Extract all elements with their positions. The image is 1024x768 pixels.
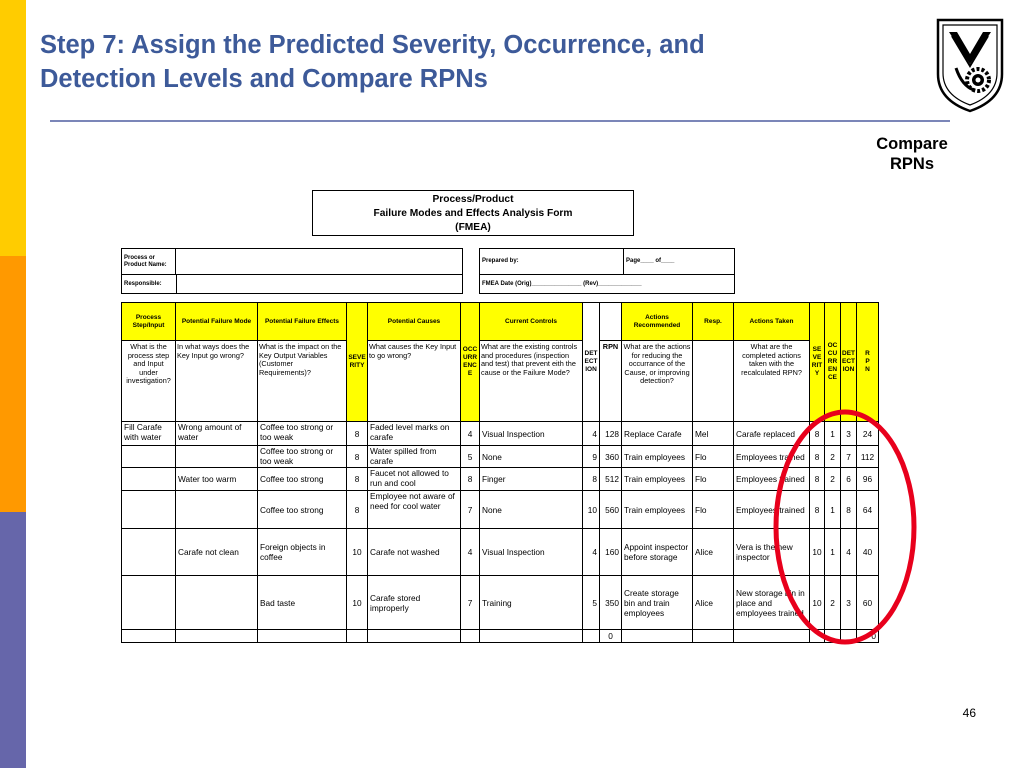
table-row (122, 630, 879, 643)
col-header-occurrence-2: OCCURRENCE (825, 303, 841, 422)
callout-line2: RPNs (889, 155, 934, 173)
cell-detection-2: 3 (841, 576, 857, 630)
cell-detection-2: 7 (841, 446, 857, 468)
cell-detection-2: 8 (841, 491, 857, 529)
cell-controls (480, 630, 583, 643)
cell-step (122, 576, 176, 630)
cell-severity-2: 8 (810, 491, 825, 529)
cell-controls: None (480, 446, 583, 468)
cell-detection: 9 (583, 446, 600, 468)
col-desc-resp (693, 341, 734, 422)
sidebar-band-purple (0, 512, 26, 768)
col-header-causes: Potential Causes (368, 303, 461, 341)
cell-resp: Alice (693, 529, 734, 576)
cell-taken: Vera is the new inspector (734, 529, 810, 576)
cell-step (122, 468, 176, 491)
cell-severity: 10 (347, 576, 368, 630)
form-title-line2: Failure Modes and Effects Analysis Form (373, 208, 573, 219)
cell-detection-2: 4 (841, 529, 857, 576)
callout-line1: Compare (876, 135, 948, 153)
cell-occurrence: 8 (461, 468, 480, 491)
cell-rpn-2: 64 (857, 491, 879, 529)
prepared-by-label: Prepared by: (480, 249, 624, 275)
col-header-rpn-2: RPN (857, 303, 879, 422)
page-number: 46 (962, 706, 976, 720)
cell-rpn-2: 60 (857, 576, 879, 630)
cell-effect (258, 630, 347, 643)
cell-step (122, 491, 176, 529)
cell-cause: Carafe stored improperly (368, 576, 461, 630)
cell-failure-mode (176, 630, 258, 643)
cell-resp (693, 630, 734, 643)
cell-severity (347, 630, 368, 643)
col-header-current-controls: Current Controls (480, 303, 583, 341)
form-title-line1: Process/Product (432, 194, 514, 205)
page-label: Page____ of____ (624, 249, 734, 275)
slide-title-line1: Step 7: Assign the Predicted Severity, Occurrence, and (40, 31, 705, 59)
cell-effect: Coffee too strong or too weak (258, 422, 347, 446)
col-desc-actions-recommended: What are the actions for reducing the occurrance of the Cause, or improving detection? (622, 341, 693, 422)
responsible-field (176, 275, 462, 293)
cell-cause (368, 630, 461, 643)
col-header-actions-taken: Actions Taken (734, 303, 810, 341)
cell-detection-2: 3 (841, 422, 857, 446)
cell-severity-2: 10 (810, 576, 825, 630)
form-title-line3: (FMEA) (455, 222, 491, 233)
col-header-severity-2: SEVERITY (810, 303, 825, 422)
cell-failure-mode: Water too warm (176, 468, 258, 491)
cell-severity: 8 (347, 446, 368, 468)
cell-severity-2: 8 (810, 468, 825, 491)
cell-severity: 10 (347, 529, 368, 576)
cell-taken: Carafe replaced (734, 422, 810, 446)
col-header-rpn-blank (600, 303, 622, 341)
cell-controls: Finger (480, 468, 583, 491)
cell-controls: Visual Inspection (480, 422, 583, 446)
cell-occurrence: 4 (461, 529, 480, 576)
sidebar-band-yellow (0, 0, 26, 256)
title-divider (50, 120, 950, 122)
cell-rpn: 350 (600, 576, 622, 630)
cell-severity-2: 8 (810, 446, 825, 468)
rpn-highlight-oval (772, 408, 918, 646)
col-desc-process-step: What is the process step and Input under investigation? (122, 341, 176, 422)
cell-rpn: 160 (600, 529, 622, 576)
cell-rpn: 560 (600, 491, 622, 529)
cell-occurrence (461, 630, 480, 643)
cell-resp: Flo (693, 491, 734, 529)
table-row (122, 468, 879, 491)
cell-effect: Bad taste (258, 576, 347, 630)
cell-detection: 5 (583, 576, 600, 630)
cell-cause: Carafe not washed (368, 529, 461, 576)
cell-severity-2: 10 (810, 529, 825, 576)
university-seal-icon (934, 16, 1006, 114)
process-name-label: Process or Product Name: (122, 249, 176, 275)
cell-cause: Faucet not allowed to run and cool (368, 468, 461, 491)
cell-taken: Employees trained (734, 491, 810, 529)
cell-action: Train employees (622, 468, 693, 491)
compare-rpns-callout (862, 134, 962, 174)
cell-failure-mode: Carafe not clean (176, 529, 258, 576)
cell-effect: Coffee too strong or too weak (258, 446, 347, 468)
fmea-table (121, 302, 879, 643)
cell-effect: Coffee too strong (258, 468, 347, 491)
cell-rpn-2: 0 (857, 630, 879, 643)
cell-resp: Flo (693, 468, 734, 491)
cell-action: Appoint inspector before storage (622, 529, 693, 576)
cell-rpn: 128 (600, 422, 622, 446)
decorative-sidebar (0, 0, 26, 768)
cell-occurrence-2: 2 (825, 468, 841, 491)
cell-action: Train employees (622, 491, 693, 529)
cell-rpn: 360 (600, 446, 622, 468)
cell-resp: Alice (693, 576, 734, 630)
cell-detection: 4 (583, 422, 600, 446)
table-row (122, 446, 879, 468)
cell-action (622, 630, 693, 643)
cell-severity-2: 8 (810, 422, 825, 446)
cell-rpn: 0 (600, 630, 622, 643)
cell-taken: Employees trained (734, 468, 810, 491)
col-desc-current-controls: What are the existing controls and procedures (inspection and test) that prevent eith the cause or the Failure Mode? (480, 341, 583, 422)
cell-failure-mode (176, 491, 258, 529)
cell-occurrence: 7 (461, 576, 480, 630)
table-row (122, 422, 879, 446)
col-header-rpn: RPN (600, 341, 622, 422)
table-row (122, 529, 879, 576)
col-desc-causes: What causes the Key Input to go wrong? (368, 341, 461, 422)
cell-detection: 10 (583, 491, 600, 529)
cell-cause: Faded level marks on carafe (368, 422, 461, 446)
cell-taken: Employees trained (734, 446, 810, 468)
cell-cause: Employee not aware of need for cool water (368, 491, 461, 529)
cell-action: Replace Carafe (622, 422, 693, 446)
cell-severity: 8 (347, 491, 368, 529)
responsible-label: Responsible: (124, 280, 162, 287)
cell-step (122, 446, 176, 468)
col-header-resp: Resp. (693, 303, 734, 341)
cell-controls: Visual Inspection (480, 529, 583, 576)
cell-occurrence: 4 (461, 422, 480, 446)
cell-failure-mode: Wrong amount of water (176, 422, 258, 446)
cell-severity: 8 (347, 422, 368, 446)
cell-rpn-2: 112 (857, 446, 879, 468)
fmea-date-label: FMEA Date (Orig)_______________ (Rev)_____________ (482, 280, 642, 287)
cell-action: Create storage bin and train employees (622, 576, 693, 630)
cell-rpn-2: 96 (857, 468, 879, 491)
col-header-failure-effects: Potential Failure Effects (258, 303, 347, 341)
cell-occurrence-2: 2 (825, 576, 841, 630)
cell-occurrence-2: 1 (825, 529, 841, 576)
col-header-occurrence: OCCURRENCE (461, 303, 480, 422)
sidebar-band-orange (0, 256, 26, 512)
cell-step (122, 529, 176, 576)
cell-step (122, 630, 176, 643)
cell-rpn-2: 24 (857, 422, 879, 446)
cell-occurrence-2: 1 (825, 422, 841, 446)
cell-controls: None (480, 491, 583, 529)
cell-rpn: 512 (600, 468, 622, 491)
fmea-form-title (312, 190, 634, 236)
cell-occurrence: 7 (461, 491, 480, 529)
cell-action: Train employees (622, 446, 693, 468)
cell-detection (583, 630, 600, 643)
table-row (122, 491, 879, 529)
process-info-box (121, 248, 463, 294)
col-desc-actions-taken: What are the completed actions taken with the recalculated RPN? (734, 341, 810, 422)
cell-failure-mode (176, 446, 258, 468)
col-header-failure-mode: Potential Failure Mode (176, 303, 258, 341)
cell-controls: Training (480, 576, 583, 630)
cell-detection: 4 (583, 529, 600, 576)
col-desc-failure-mode: In what ways does the Key Input go wrong? (176, 341, 258, 422)
cell-occurrence: 5 (461, 446, 480, 468)
col-header-process-step: Process Step/Input (122, 303, 176, 341)
prepared-info-box (479, 248, 735, 294)
process-name-field (176, 249, 462, 275)
description-row (122, 341, 879, 422)
col-header-actions-recommended: Actions Recommended (622, 303, 693, 341)
slide-title-line2: Detection Levels and Compare RPNs (40, 65, 488, 93)
cell-rpn-2: 40 (857, 529, 879, 576)
cell-resp: Mel (693, 422, 734, 446)
cell-resp: Flo (693, 446, 734, 468)
cell-cause: Water spilled from carafe (368, 446, 461, 468)
cell-taken: New storage bin in place and employees trained (734, 576, 810, 630)
header-row (122, 303, 879, 341)
cell-detection-2: 6 (841, 468, 857, 491)
col-header-detection: DETECTION (583, 303, 600, 422)
cell-effect: Coffee too strong (258, 491, 347, 529)
col-header-detection-2: DETECTION (841, 303, 857, 422)
cell-occurrence-2: 1 (825, 491, 841, 529)
cell-occurrence-2: 2 (825, 446, 841, 468)
col-desc-failure-effects: What is the impact on the Key Output Variables (Customer Requirements)? (258, 341, 347, 422)
cell-failure-mode (176, 576, 258, 630)
col-header-severity: SEVERITY (347, 303, 368, 422)
cell-severity: 8 (347, 468, 368, 491)
cell-effect: Foreign objects in coffee (258, 529, 347, 576)
cell-step: Fill Carafe with water (122, 422, 176, 446)
cell-detection: 8 (583, 468, 600, 491)
table-row (122, 576, 879, 630)
slide-title (40, 28, 860, 96)
